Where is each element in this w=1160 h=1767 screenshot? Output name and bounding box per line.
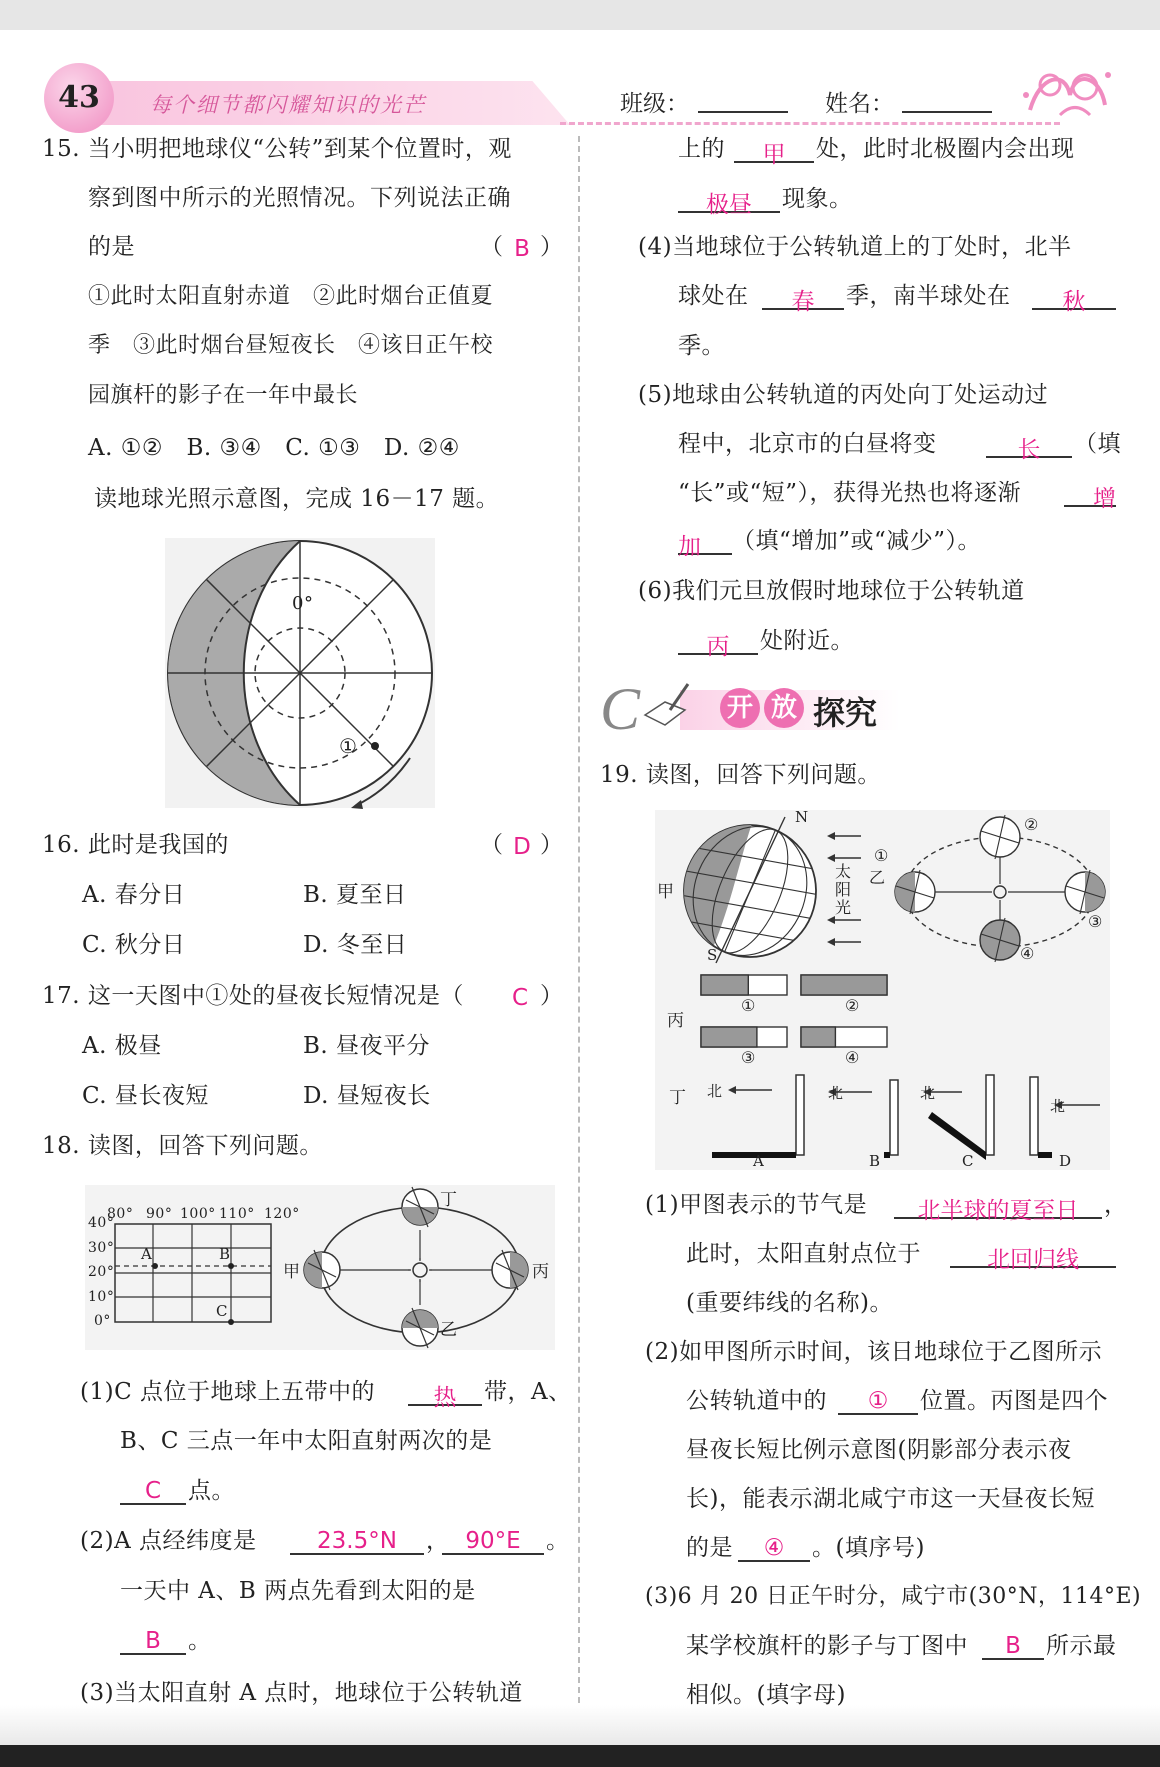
- section-fang: 放: [764, 688, 804, 728]
- q18-orbit-figure: [300, 1185, 555, 1350]
- q15-stmt2: 季 ③此时烟台昼短夜长 ④该日正午校: [88, 333, 494, 358]
- q18-p1-d: 点。: [188, 1478, 235, 1504]
- shadow-north-b: 北: [828, 1084, 844, 1102]
- q18-p3-d: 现象。: [782, 186, 853, 212]
- q18-p4-b: 球处在: [678, 283, 749, 309]
- q18-p6-answer: 丙: [706, 634, 730, 660]
- q17-answer: C: [511, 985, 529, 1011]
- grid-lat-20: 20°: [88, 1264, 115, 1280]
- q18-p5-c: （填: [1074, 431, 1121, 457]
- q18-p5-answer2b: 加: [678, 534, 701, 560]
- grid-lon-90: 90°: [146, 1206, 173, 1222]
- q17-paren-close: ）: [540, 983, 564, 1009]
- q16-option-a: A. 春分日: [82, 882, 186, 908]
- q19-p2-answer2: ④: [763, 1535, 785, 1561]
- q18-p2-c: 。: [188, 1628, 212, 1654]
- globe-n-label: N: [795, 808, 809, 826]
- top-bar: [0, 0, 1160, 30]
- fig19-label-jia: 甲: [657, 882, 675, 902]
- q18-stem: 18. 读图，回答下列问题。: [42, 1133, 323, 1159]
- q15-answer: B: [514, 236, 530, 262]
- q18-p5-answer1: 长: [1017, 437, 1041, 463]
- q19-p2-e: 长)，能表示湖北咸宁市这一天昼夜长短: [686, 1486, 1095, 1512]
- q18-p5-a: (5)地球由公转轨道的丙处向丁处运动过: [638, 382, 1049, 408]
- q19-p3-a: (3)6 月 20 日正午时分，咸宁市(30°N，114°E): [645, 1584, 1142, 1609]
- bar-label-1: ①: [741, 996, 756, 1015]
- flower-ornament-icon: [1020, 55, 1115, 125]
- grid-lon-80: 80°: [107, 1206, 134, 1222]
- shadow-north-d: 北: [1050, 1097, 1066, 1115]
- bar-label-4: ④: [845, 1048, 860, 1067]
- grid-point-a: A: [141, 1245, 153, 1263]
- class-label: 班级：: [620, 91, 689, 117]
- orbit-pos-3: ③: [1088, 912, 1103, 931]
- bottom-shade: [0, 1705, 1160, 1745]
- grid-point-b: B: [219, 1245, 231, 1263]
- q18-p1-c: B、C 三点一年中太阳直射两次的是: [120, 1428, 493, 1454]
- fig1-point-1: ①: [339, 734, 358, 758]
- shadow-north-c: 北: [920, 1084, 936, 1102]
- q17-stem: 17. 这一天图中①处的昼夜长短情况是（: [42, 983, 464, 1009]
- name-label: 姓名：: [825, 91, 894, 117]
- fig19-label-yi: 乙: [869, 868, 886, 887]
- q18-p1-a: (1)C 点位于地球上五带中的: [80, 1379, 375, 1405]
- q18-p5-e: （填“增加”或“减少”）。: [732, 528, 982, 554]
- name-field[interactable]: [902, 111, 992, 113]
- orbit-label-bing: 丙: [532, 1262, 550, 1282]
- q15-paren-close: ）: [540, 234, 564, 260]
- page-header: [40, 55, 1120, 127]
- q17-option-c: C. 昼长夜短: [82, 1083, 209, 1109]
- orbit-label-yi: 乙: [440, 1320, 458, 1340]
- q19-p2-g: 。(填序号): [812, 1535, 925, 1561]
- grid-lat-40: 40°: [88, 1215, 115, 1231]
- header-dash-line: [560, 122, 1060, 125]
- orbit-pos-4: ④: [1020, 944, 1035, 963]
- q18-p3-a: (3)当太阳直射 A 点时，地球位于公转轨道: [80, 1680, 523, 1706]
- q19-p1-answer2: 北回归线: [987, 1247, 1079, 1273]
- q19-p2-d: 昼夜长短比例示意图(阴影部分表示夜: [686, 1437, 1072, 1463]
- shadow-north-a: 北: [707, 1082, 723, 1100]
- q18-p2-b: 一天中 A、B 两点先看到太阳的是: [120, 1578, 476, 1604]
- bar-4-night: [801, 1027, 835, 1047]
- bar-3-night: [701, 1027, 757, 1047]
- q18-p6-b: 处附近。: [760, 628, 854, 654]
- q18-p4-d: 季。: [678, 333, 725, 359]
- q16-option-c: C. 秋分日: [82, 932, 186, 958]
- q19-p1-answer1: 北半球的夏至日: [917, 1198, 1079, 1224]
- section-c-mark: C: [600, 676, 641, 742]
- shadow-label-a: A: [753, 1152, 765, 1170]
- q19-p1-c: 此时，太阳直射点位于: [686, 1241, 921, 1267]
- q19-p3-d: 相似。(填字母): [686, 1682, 846, 1708]
- grid-lat-30: 30°: [88, 1240, 115, 1256]
- q15-stmt3: 园旗杆的影子在一年中最长: [88, 383, 359, 408]
- globe-s-label: S: [707, 946, 718, 964]
- q15-line1: 15. 当小明把地球仪“公转”到某个位置时，观: [42, 136, 512, 162]
- fig19-label-bing: 丙: [667, 1011, 685, 1031]
- q18-p2-comma: ，: [426, 1528, 450, 1554]
- q19-orbit-yi: [880, 812, 1110, 967]
- orbit-label-jia: 甲: [283, 1262, 301, 1282]
- q19-p1-d: (重要纬线的名称)。: [686, 1290, 893, 1316]
- page-number: 43: [44, 63, 114, 133]
- sunlight-char-2: 阳: [835, 880, 852, 899]
- q18-p3-answer2: 极昼: [706, 192, 752, 218]
- shadow-label-b: B: [869, 1152, 881, 1170]
- q19-p2-b: 公转轨道中的: [686, 1388, 827, 1414]
- orbit-pos-2: ②: [1024, 815, 1039, 834]
- q15-line3: 的是: [88, 234, 135, 260]
- q16-option-d: D. 冬至日: [303, 932, 408, 958]
- q18-p2-answer3: B: [145, 1628, 161, 1654]
- q18-p1-b: 带，A、: [484, 1379, 572, 1405]
- grid-lat-10: 10°: [88, 1289, 115, 1305]
- q19-p3-answer: B: [1005, 1633, 1021, 1659]
- q19-p3-c: 所示最: [1046, 1633, 1117, 1659]
- q19-p2-a: (2)如甲图所示时间，该日地球位于乙图所示: [645, 1339, 1103, 1365]
- section-tanjiu: 探究: [813, 694, 878, 732]
- q19-p1-b: ，: [1104, 1192, 1128, 1218]
- q18-p2-answer1: 23.5°N: [317, 1528, 397, 1554]
- q18-p3-c: 处，此时北极圈内会出现: [816, 136, 1075, 162]
- intro-16-17: 读地球光照示意图，完成 16－17 题。: [94, 486, 500, 512]
- q15-options: A. ①② B. ③④ C. ①③ D. ②④: [88, 435, 460, 461]
- q15-line2: 察到图中所示的光照情况。下列说法正确: [88, 185, 511, 211]
- q18-p4-answer1: 春: [791, 289, 815, 315]
- grid-lat-0: 0°: [94, 1313, 111, 1329]
- q18-lat-lon-grid: [114, 1223, 272, 1323]
- grid-lon-100: 100°: [180, 1206, 216, 1222]
- bar-label-3: ③: [741, 1048, 756, 1067]
- q18-p5-d: “长”或“短”），获得光热也将逐渐: [678, 480, 1022, 506]
- q16-answer: D: [513, 834, 531, 860]
- shadow-label-c: C: [962, 1152, 974, 1170]
- q18-p3-answer1: 甲: [762, 142, 786, 168]
- q16-paren-open: （: [480, 832, 504, 858]
- grid-lon-110: 110°: [219, 1206, 255, 1222]
- shadow-label-d: D: [1059, 1152, 1072, 1170]
- q18-p5-b: 程中，北京市的白昼将变: [678, 431, 937, 457]
- sunlight-char-3: 光: [835, 898, 852, 917]
- q19-globe-jia: [680, 815, 820, 965]
- q19-p2-answer1: ①: [867, 1388, 889, 1414]
- q17-option-a: A. 极昼: [82, 1033, 162, 1059]
- q18-p2-a: (2)A 点经纬度是: [80, 1528, 257, 1554]
- polar-illumination-figure: [165, 538, 435, 808]
- q16-option-b: B. 夏至日: [303, 882, 407, 908]
- q18-p2-answer2: 90°E: [465, 1528, 521, 1554]
- pen-notebook-icon: [640, 680, 690, 730]
- fig1-label-0deg: 0°: [292, 593, 314, 614]
- q17-option-d: D. 昼短夜长: [303, 1083, 431, 1109]
- q16-stem: 16. 此时是我国的: [42, 832, 229, 858]
- q16-paren-close: ）: [540, 832, 564, 858]
- q18-p3-b: 上的: [678, 136, 725, 162]
- q18-p4-answer2: 秋: [1062, 289, 1086, 315]
- bottom-bar: [0, 1745, 1160, 1767]
- q18-p4-a: (4)当地球位于公转轨道上的丁处时，北半: [638, 234, 1072, 260]
- q15-stmt1: ①此时太阳直射赤道 ②此时烟台正值夏: [88, 284, 494, 309]
- section-open-inquiry: [600, 670, 900, 740]
- bar-1-night: [701, 975, 748, 995]
- q15-paren-open: （: [480, 234, 504, 260]
- q19-p3-b: 某学校旗杆的影子与丁图中: [686, 1633, 968, 1659]
- q18-p4-c: 季，南半球处在: [846, 283, 1011, 309]
- grid-lon-120: 120°: [264, 1206, 300, 1222]
- q18-p1-answer1: 热: [433, 1385, 457, 1411]
- sunlight-char-1: 太: [835, 862, 852, 881]
- bar-2-night: [801, 975, 887, 995]
- q19-p2-f: 的是: [686, 1535, 733, 1561]
- bar-label-2: ②: [845, 996, 860, 1015]
- q17-option-b: B. 昼夜平分: [303, 1033, 431, 1059]
- q19-p1-a: (1)甲图表示的节气是: [645, 1192, 868, 1218]
- column-divider: [578, 136, 580, 1703]
- section-kai: 开: [720, 688, 760, 728]
- q19-p2-c: 位置。丙图是四个: [920, 1388, 1108, 1414]
- slogan: 每个细节都闪耀知识的光芒: [150, 93, 426, 117]
- q18-p5-answer2a: 增: [1093, 486, 1116, 512]
- q18-p6-a: (6)我们元旦放假时地球位于公转轨道: [638, 578, 1025, 604]
- day-night-bars: [700, 970, 920, 1070]
- orbit-pos-1: ①: [874, 846, 889, 865]
- fig19-label-ding: 丁: [669, 1088, 687, 1108]
- grid-point-c: C: [216, 1302, 228, 1320]
- q18-p1-answer2: C: [144, 1478, 162, 1504]
- class-field[interactable]: [698, 111, 788, 113]
- q19-stem: 19. 读图，回答下列问题。: [600, 762, 881, 788]
- orbit-label-ding: 丁: [440, 1190, 458, 1210]
- q18-p2-end: 。: [546, 1528, 570, 1554]
